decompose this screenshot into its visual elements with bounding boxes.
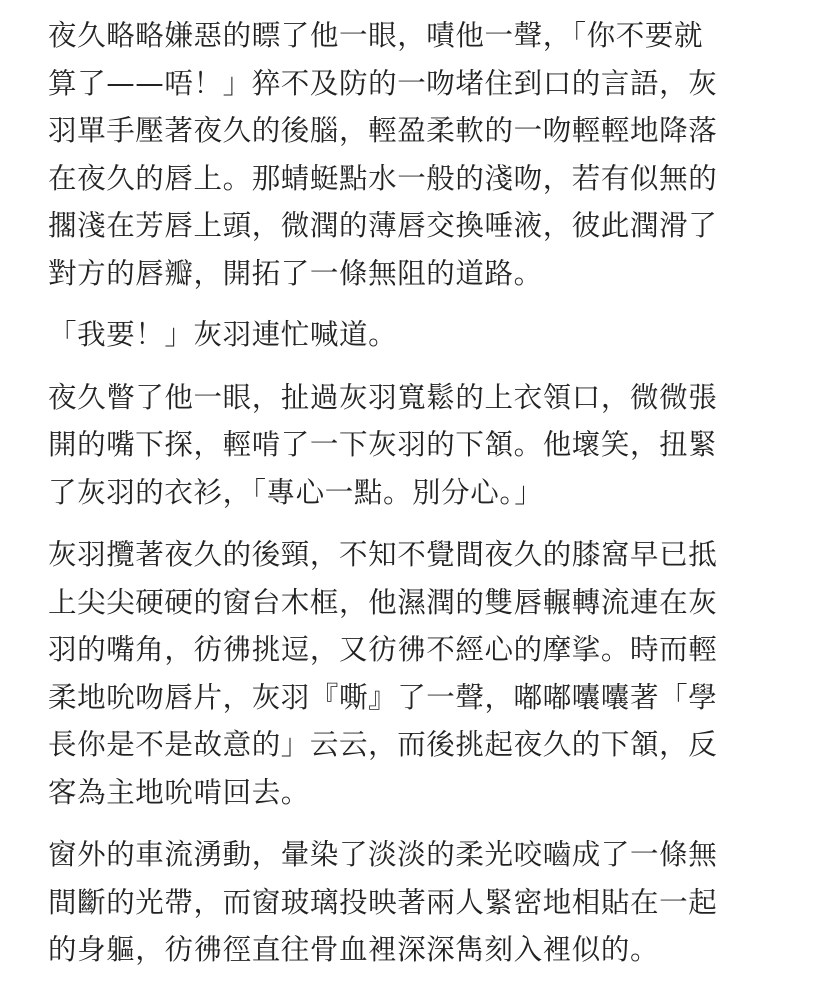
- paragraph-3: [48, 374, 780, 517]
- text-line: 算了——唔！」猝不及防的一吻堵住到口的言語，灰: [48, 66, 718, 100]
- paragraph-spacer: [48, 516, 780, 531]
- text-line: 窗外的車流湧動，暈染了淡淡的柔光咬嚙成了一條無: [48, 838, 718, 871]
- paragraph-1: [48, 12, 780, 297]
- text-line: 羽的嘴角，彷彿挑逗，又彷彿不經心的摩挲。時而輕: [48, 633, 718, 666]
- text-line: 開的嘴下探，輕啃了一下灰羽的下頷。他壞笑，扭緊: [48, 428, 718, 461]
- text-line: 在夜久的唇上。那蜻蜓點水一般的淺吻，若有似無的: [48, 161, 718, 195]
- text-line: 柔地吮吻唇片，灰羽『嘶』了一聲，嘟嘟囔囔著「學: [48, 680, 718, 714]
- text-line: 灰羽攬著夜久的後頸，不知不覺間夜久的膝窩早已抵: [48, 538, 718, 571]
- paragraph-spacer: [48, 297, 780, 311]
- paragraph-2: [48, 311, 780, 359]
- text-line: 羽單手壓著夜久的後腦，輕盈柔軟的一吻輕輕地降落: [48, 114, 718, 147]
- text-line: 的身軀，彷彿徑直往骨血裡深深雋刻入裡似的。: [48, 933, 660, 966]
- paragraph-4: [48, 531, 780, 816]
- text-line: 「我要！」灰羽連忙喊道。: [48, 318, 398, 351]
- text-line: 長你是不是故意的」云云，而後挑起夜久的下頷，反: [48, 728, 718, 761]
- text-line: 了灰羽的衣衫，「專心一點。別分心。」: [48, 475, 544, 509]
- text-line: 間斷的光帶，而窗玻璃投映著兩人緊密地相貼在一起: [48, 885, 718, 919]
- paragraph-spacer: [48, 816, 780, 831]
- text-line: 夜久瞥了他一眼，扯過灰羽寬鬆的上衣領口，微微張: [48, 380, 718, 414]
- text-line: 擱淺在芳唇上頭，微潤的薄唇交換唾液，彼此潤滑了: [48, 209, 718, 242]
- text-line: 夜久略略嫌惡的瞟了他一眼，嘖他一聲，「你不要就: [48, 19, 704, 52]
- text-line: 上尖尖硬硬的窗台木框，他濕潤的雙唇輾轉流連在灰: [48, 585, 718, 619]
- paragraph-5: [48, 831, 780, 974]
- paragraph-spacer: [48, 359, 780, 374]
- text-line: 客為主地吮啃回去。: [48, 775, 310, 809]
- text-line: 對方的唇瓣，開拓了一條無阻的道路。: [48, 256, 543, 290]
